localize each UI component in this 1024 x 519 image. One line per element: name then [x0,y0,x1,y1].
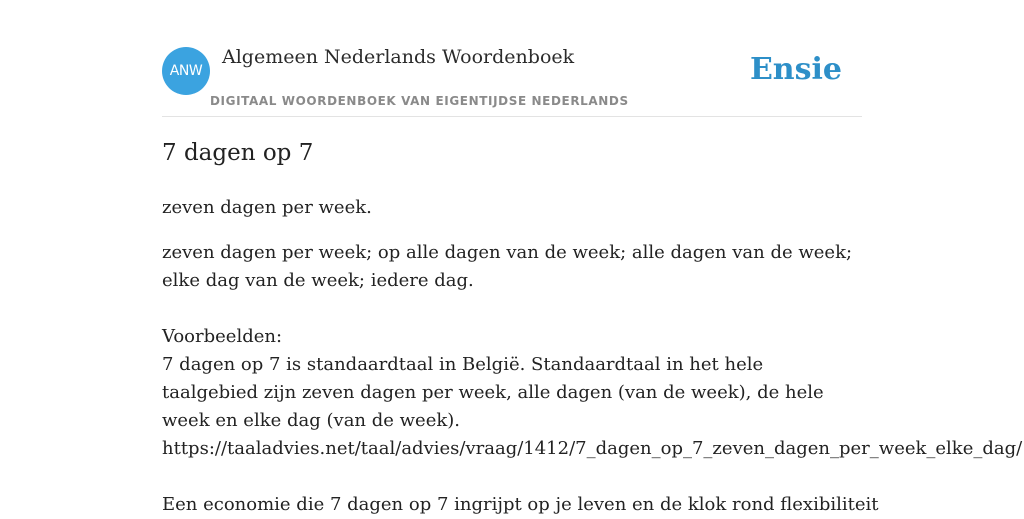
example-text: Een economie die 7 dagen op 7 ingrijpt op je leven en de klok rond flexibiliteit [162,494,879,515]
short-definition: zeven dagen per week. [162,197,372,218]
site-header [162,0,862,117]
source-link[interactable]: https://taaladvies.net/taal/advies/vraag/1412/7_dagen_op_7_zeven_dagen_per_week_elke_dag/ [162,438,1023,459]
page-container [162,0,1023,515]
site-tagline: DIGITAAL WOORDENBOEK VAN EIGENTIJDSE NEDERLANDS [210,94,629,108]
entry-title: 7 dagen op 7 [162,140,314,166]
site-title[interactable]: Algemeen Nederlands Woordenboek [222,46,575,68]
entry-body: zeven dagen per week; op alle dagen van de week; alle dagen van de week; elke dag van de week; iedere dag. Voorbeelden: 7 dagen op 7 is standaardtaal in België. Standaardtaal in het hele taalgebied zijn zeven dagen per week, alle dagen (van de week), de hele week en elke dag (van de week). [162,242,853,431]
anw-logo[interactable]: ANW [162,47,210,95]
ensie-brand-logo[interactable]: Ensie [749,52,842,87]
